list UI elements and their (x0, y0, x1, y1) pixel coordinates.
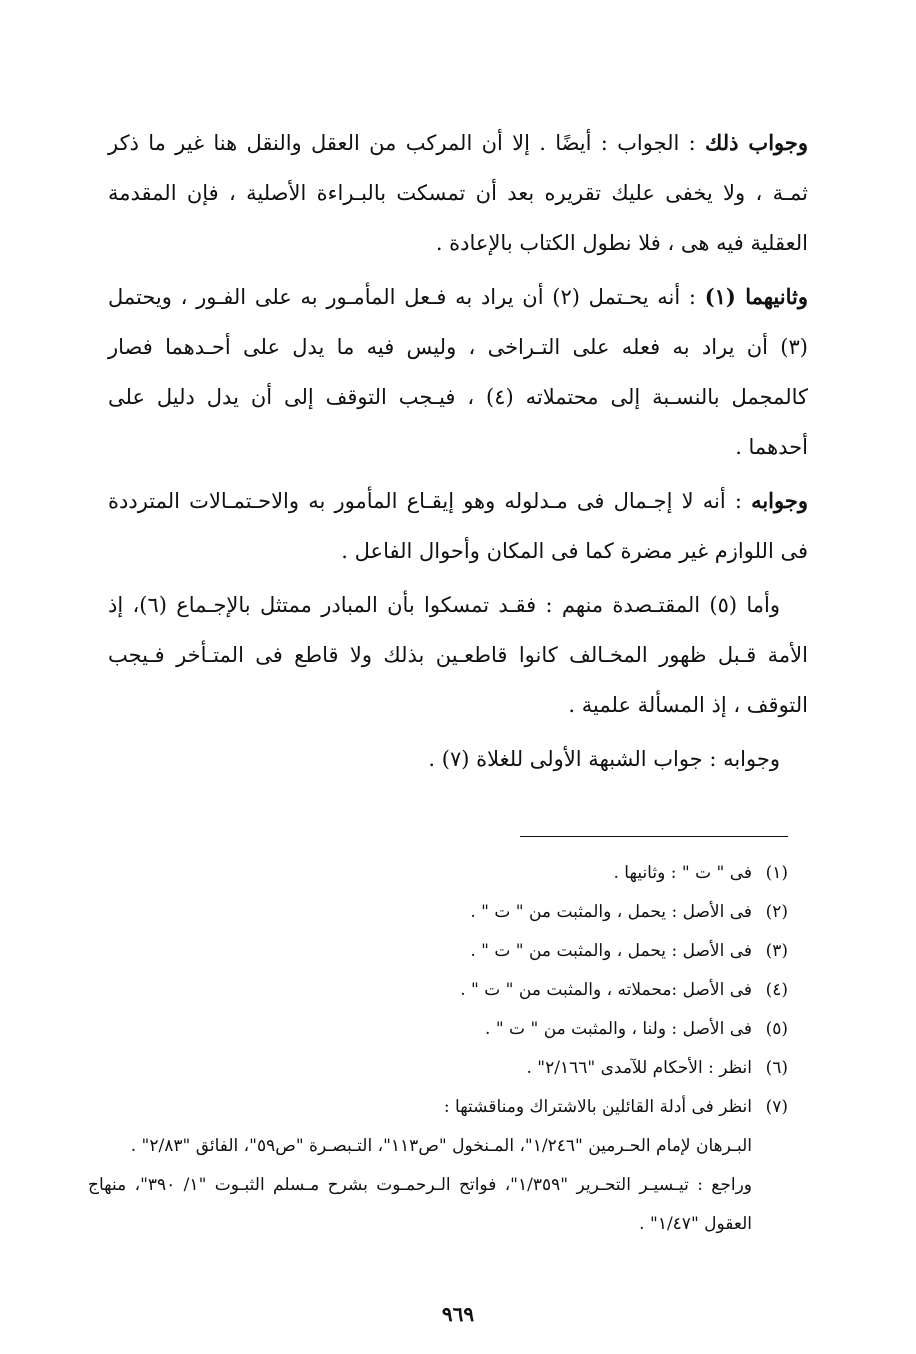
paragraph-4 (108, 580, 808, 730)
footnote-text: فى " ت " : وثانيها . (613, 863, 752, 883)
paragraph-text: : الجواب : أيضًا . إلا أن المركب من العقل والنقل هنا غير ما ذكر ثمـة ، ولا يخفى عليك تقريره بعد أن تمسكت بالبـراءة الأصلية ، فإن المقدمة العقلية فيه هى ، فلا نطول الكتاب بالإعادة . (108, 131, 808, 255)
footnote-divider (520, 836, 788, 837)
paragraph-lead: وجوابه (751, 488, 808, 513)
footnote-3 (88, 932, 788, 971)
footnote-text: فى الأصل :محملاته ، والمثبت من " ت " . (460, 980, 752, 1000)
paragraph-text: : أنه يحـتمل (٢) أن يراد به فـعل المأمـور به على الفـور ، ويحتمل (٣) أن يراد به فعله على التـراخى ، وليس فيه ما يدل على أحـدهما فصار كالمجمل بالنسـبة إلى محتملاته (٤) ، فيـجب التوقف إلى أن يدل دليل على أحدهما . (108, 285, 808, 459)
footnote-5 (88, 1010, 788, 1049)
footnote-number: (٣) (765, 941, 788, 961)
paragraph-3 (108, 476, 808, 576)
paragraph-lead: وجواب ذلك (705, 130, 808, 155)
footnote-text: فى الأصل : ولنا ، والمثبت من " ت " . (485, 1019, 752, 1039)
footnote-4 (88, 971, 788, 1010)
paragraph-1 (108, 118, 808, 268)
paragraph-2 (108, 272, 808, 472)
page-number: ٩٦٩ (441, 1302, 475, 1326)
footnote-number: (٢) (765, 902, 788, 922)
paragraph-lead: وثانيهما (١) (704, 284, 808, 309)
footnotes (88, 854, 788, 1244)
main-text (108, 118, 808, 788)
paragraph-text: : أنه لا إجـمال فى مـدلوله وهو إيقـاع المأمور به والاحـتمـالات المترددة فى اللوازم غير مضرة كما فى المكان وأحوال الفاعل . (108, 489, 808, 563)
footnote-number: (١) (765, 863, 788, 883)
footnote-number: (٤) (765, 980, 788, 1000)
footnote-text: انظر : الأحكام للآمدى "٢/١٦٦" . (526, 1058, 752, 1078)
footnote-number: (٦) (765, 1058, 788, 1078)
paragraph-text: وجوابه : جواب الشبهة الأولى للغلاة (٧) . (428, 747, 780, 771)
footnote-text: فى الأصل : يحمل ، والمثبت من " ت " . (470, 941, 752, 961)
footnote-6 (88, 1049, 788, 1088)
footnote-number: (٥) (765, 1019, 788, 1039)
footnote-text: فى الأصل : يحمل ، والمثبت من " ت " . (470, 902, 752, 922)
paragraph-text: وأما (٥) المقتـصدة منهم : فقـد تمسكوا بأن المبادر ممتثل بالإجـماع (٦)، إذ الأمة قـبل ظهور المخـالف كانوا قاطعـين بذلك ولا قاطع فى المتـأخر فـيجب التوقف ، إذ المسألة علمية . (108, 593, 808, 717)
footnote-number: (٧) (765, 1097, 788, 1117)
footnote-text: انظر فى أدلة القائلين بالاشتراك ومناقشتها : (443, 1097, 752, 1117)
footnote-7-references: البـرهان لإمام الحـرمين "١/٢٤٦"، المـنخول "ص١١٣"، التـبصـرة "ص٥٩"، الفائق "٢/٨٣" . (130, 1136, 752, 1156)
footnote-2 (88, 893, 788, 932)
footnote-7-see-also: وراجع : تيـسيـر التحـرير "١/٣٥٩"، فواتح الـرحمـوت بشرح مـسلم الثبـوت "١/ ٣٩٠"، منهاج العقول "١/٤٧" . (88, 1175, 752, 1234)
footnote-7 (88, 1088, 788, 1127)
paragraph-5 (108, 734, 808, 784)
footnote-1 (88, 854, 788, 893)
